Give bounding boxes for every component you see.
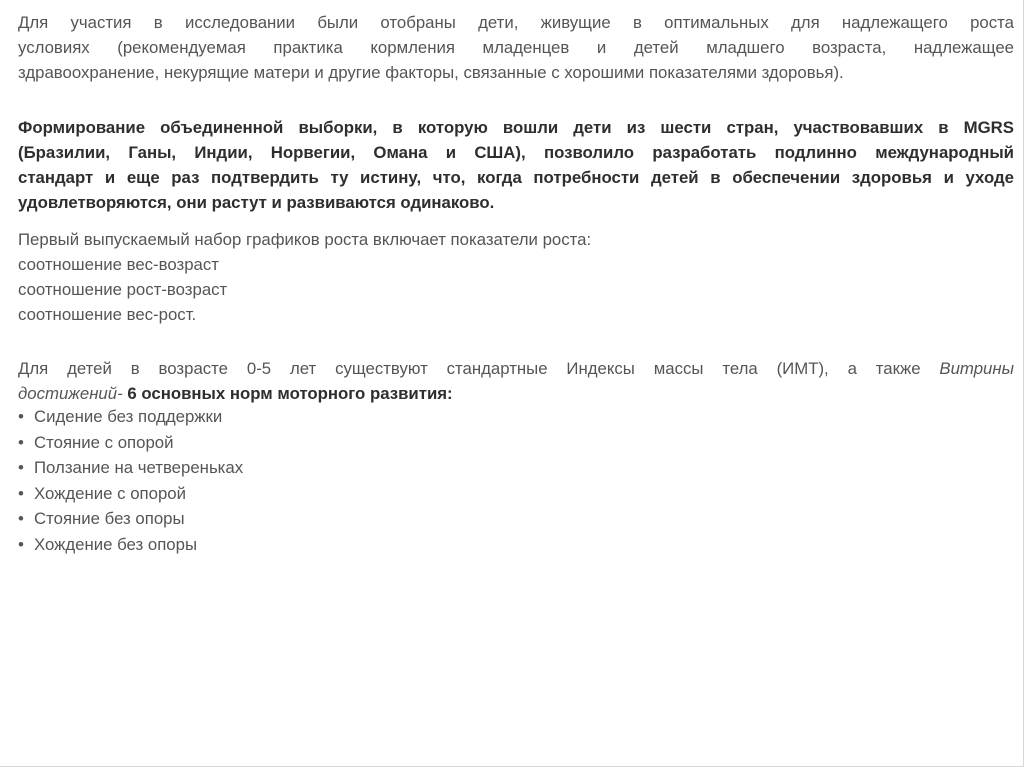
paragraph-bmi-milestones [18,356,1014,406]
paragraph-line [18,381,1014,406]
milestones-italic-word: достижений- [18,384,123,403]
bullet-icon: • [18,407,24,426]
paragraph-line: (Бразилии, Ганы, Индии, Норвегии, Омана и США), позволило разработать подлинно международный [18,143,1014,162]
paragraph-line: здравоохранение, некурящие матери и другие факторы, связанные с хорошими показателями здоровья). [18,63,844,82]
list-item-text: Стояние с опорой [34,432,174,452]
list-item-text: Хождение без опоры [34,534,198,554]
list-item-text: Стояние без опоры [34,509,185,529]
paragraph-study-conditions [18,10,1014,85]
bullet-icon: • [18,483,24,503]
list-item [18,532,243,558]
bullet-icon: • [18,534,24,554]
list-item [18,481,243,507]
growth-chart-item: соотношение вес-рост. [18,305,197,324]
paragraph-line [18,356,1014,381]
bullet-icon: • [18,509,24,529]
growth-charts-intro: Первый выпускаемый набор графиков роста включает показатели роста: [18,230,592,249]
list-item-text: Хождение с опорой [34,483,186,503]
milestones-heading: 6 основных норм моторного развития: [127,384,453,403]
bullet-icon: • [18,432,24,452]
paragraph-growth-charts [18,227,1014,327]
motor-milestones-list [18,404,243,558]
paragraph-line: стандарт и еще раз подтвердить ту истину, что, когда потребности детей в обеспечении здоровья и уходе [18,168,1014,187]
growth-chart-item: соотношение вес-возраст [18,255,219,274]
list-item-text: Сидение без поддержки [34,407,223,426]
paragraph-line: Формирование объединенной выборки, в которую вошли дети из шести стран, участвовавших в MGRS [18,118,1014,137]
list-item [18,506,243,532]
paragraph-line: Для участия в исследовании были отобраны дети, живущие в оптимальных для надлежащего роста [18,13,1014,32]
list-item [18,404,243,430]
growth-chart-item: соотношение рост-возраст [18,280,228,299]
paragraph-pooled-sample [18,115,1014,215]
list-item [18,455,243,481]
paragraph-line: условиях (рекомендуемая практика кормления младенцев и детей младшего возраста, надлежащее [18,38,1014,57]
bullet-icon: • [18,458,24,478]
bmi-text: Для детей в возрасте 0-5 лет существуют стандартные Индексы массы тела (ИМТ), а также [18,359,921,378]
list-item-text: Ползание на четвереньках [34,458,244,478]
paragraph-line: удовлетворяются, они растут и развиваются одинаково. [18,193,495,212]
milestones-italic-word: Витрины [939,359,1014,378]
list-item [18,430,243,456]
